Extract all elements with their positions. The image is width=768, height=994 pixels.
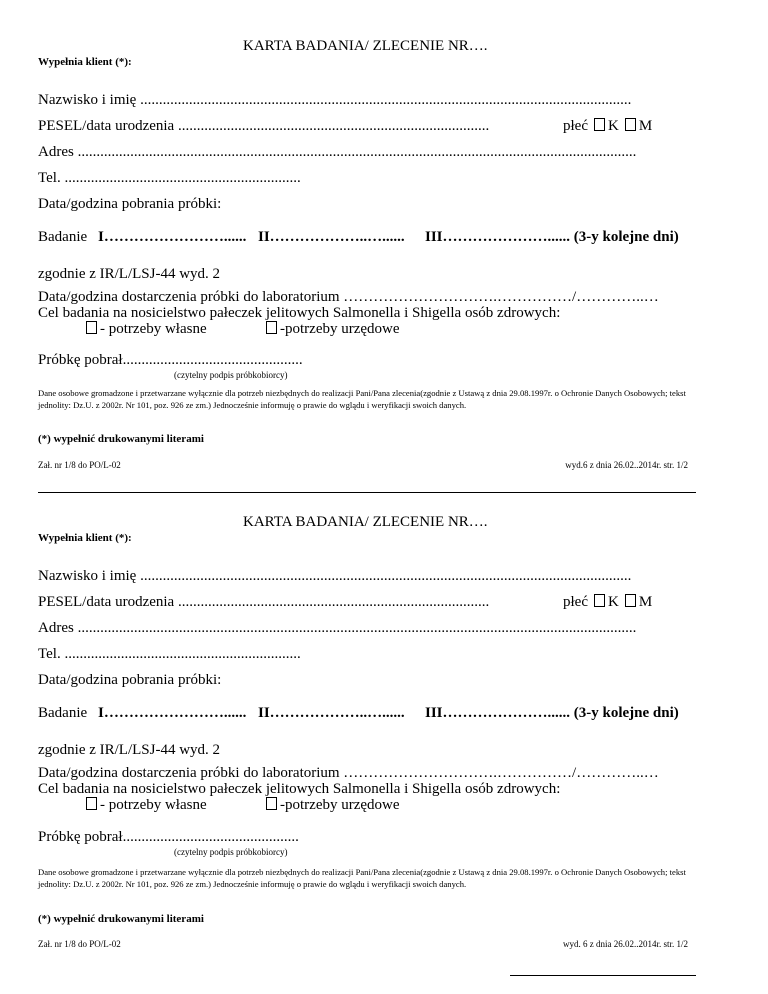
fill-instruction: (*) wypełnić drukowanymi literami xyxy=(38,433,204,445)
delivery-date-field[interactable]: Data/godzina dostarczenia próbki do laboratorium ………………………….……………/…………..… xyxy=(38,289,659,305)
purpose-official-checkbox[interactable] xyxy=(266,797,277,810)
test-label: Badanie xyxy=(38,229,88,245)
footer-edition: wyd.6 z dnia 26.02..2014r. str. 1/2 xyxy=(565,460,688,470)
procedure-ref: zgodnie z IR/L/LSJ-44 wyd. 2 xyxy=(38,742,221,758)
form-title: KARTA BADANIA/ ZLECENIE NR…. xyxy=(243,514,488,530)
test-days-row xyxy=(38,705,696,722)
delivery-date-field[interactable]: Data/godzina dostarczenia próbki do laboratorium ………………………….……………/…………..… xyxy=(38,765,659,781)
gender-label: płeć xyxy=(563,594,588,610)
pesel-field[interactable]: PESEL/data urodzenia ................................................................................... xyxy=(38,594,490,610)
pesel-field[interactable]: PESEL/data urodzenia ................................................................................... xyxy=(38,118,490,134)
purpose-official-option[interactable] xyxy=(266,321,400,338)
test-day-2-field[interactable]: II………………..…...... xyxy=(258,705,405,721)
purpose-own-label: - potrzeby własne xyxy=(100,797,207,813)
footer-edition: wyd. 6 z dnia 26.02..2014r. str. 1/2 xyxy=(563,939,688,949)
test-day-1-field[interactable]: I……………………...... xyxy=(98,705,247,721)
address-field[interactable]: Adres ..................................................................................................................................................... xyxy=(38,620,637,636)
gender-field xyxy=(563,118,652,135)
privacy-notice: Dane osobowe gromadzone i przetwarzane wyłącznie dla potrzeb niezbędnych do realizacji Pani/Pana zlecenia(zgodnie z Ustawą z dnia 29.08.1997r. o Ochronie Danych Osobowych; tekst jednolity: Dz.U. z 2002r. Nr 101, poz. 926 ze zm.) Jednocześnie informuję o prawie do wglądu i weryfikacji swoich danych. xyxy=(38,388,686,410)
client-note: Wypełnia klient (*): xyxy=(38,532,132,544)
procedure-ref: zgodnie z IR/L/LSJ-44 wyd. 2 xyxy=(38,266,221,282)
address-field[interactable]: Adres ..................................................................................................................................................... xyxy=(38,144,637,160)
fill-instruction: (*) wypełnić drukowanymi literami xyxy=(38,913,204,925)
gender-k-checkbox[interactable] xyxy=(594,594,605,607)
name-field[interactable]: Nazwisko i imię ................................................................................................................................... xyxy=(38,568,632,584)
test-day-3-field[interactable]: III…………………...... (3-y kolejne dni) xyxy=(425,705,679,721)
gender-field xyxy=(563,594,652,611)
privacy-notice: Dane osobowe gromadzone i przetwarzane wyłącznie dla potrzeb niezbędnych do realizacji Pani/Pana zlecenia(zgodnie z Ustawą z dnia 29.08.1997r. o Ochronie Danych Osobowych; tekst jednolity: Dz.U. z 2002r. Nr 101, poz. 926 ze zm.) Jednocześnie informuję o prawie do wglądu i weryfikacji swoich danych. xyxy=(38,867,686,889)
purpose-own-option[interactable] xyxy=(86,797,207,814)
footer-rule xyxy=(510,975,696,976)
gender-m-label: M xyxy=(638,594,653,610)
footer-attachment: Zał. nr 1/8 do PO/L-02 xyxy=(38,939,121,949)
sample-date-label: Data/godzina pobrania próbki: xyxy=(38,196,222,212)
collector-signature-note: (czytelny podpis próbkobiorcy) xyxy=(174,847,288,857)
test-day-1-field[interactable]: I……………………...... xyxy=(98,229,247,245)
purpose-official-checkbox[interactable] xyxy=(266,321,277,334)
client-note: Wypełnia klient (*): xyxy=(38,56,132,68)
gender-label: płeć xyxy=(563,118,588,134)
gender-k-label: K xyxy=(607,118,619,134)
footer-attachment: Zał. nr 1/8 do PO/L-02 xyxy=(38,460,121,470)
collector-signature-field[interactable]: Próbkę pobrał................................................ xyxy=(38,352,303,368)
form-title: KARTA BADANIA/ ZLECENIE NR…. xyxy=(243,38,488,54)
phone-field[interactable]: Tel. ............................................................... xyxy=(38,170,301,186)
purpose-official-label: -potrzeby urzędowe xyxy=(280,321,400,337)
gender-k-label: K xyxy=(607,594,619,610)
gender-m-label: M xyxy=(638,118,653,134)
gender-k-checkbox[interactable] xyxy=(594,118,605,131)
purpose-own-option[interactable] xyxy=(86,321,207,338)
test-label: Badanie xyxy=(38,705,88,721)
gender-m-checkbox[interactable] xyxy=(625,118,636,131)
purpose-official-option[interactable] xyxy=(266,797,400,814)
purpose-own-checkbox[interactable] xyxy=(86,797,97,810)
purpose-official-label: -potrzeby urzędowe xyxy=(280,797,400,813)
test-day-2-field[interactable]: II………………..…...... xyxy=(258,229,405,245)
separator-line xyxy=(38,492,696,493)
purpose-own-checkbox[interactable] xyxy=(86,321,97,334)
test-days-row xyxy=(38,229,696,246)
sample-date-label: Data/godzina pobrania próbki: xyxy=(38,672,222,688)
purpose-own-label: - potrzeby własne xyxy=(100,321,207,337)
collector-signature-field[interactable]: Próbkę pobrał............................................... xyxy=(38,829,299,845)
gender-m-checkbox[interactable] xyxy=(625,594,636,607)
purpose-label: Cel badania na nosicielstwo pałeczek jelitowych Salmonella i Shigella osób zdrowych: xyxy=(38,305,561,321)
collector-signature-note: (czytelny podpis próbkobiorcy) xyxy=(174,370,288,380)
test-day-3-field[interactable]: III…………………...... (3-y kolejne dni) xyxy=(425,229,679,245)
purpose-label: Cel badania na nosicielstwo pałeczek jelitowych Salmonella i Shigella osób zdrowych: xyxy=(38,781,561,797)
phone-field[interactable]: Tel. ............................................................... xyxy=(38,646,301,662)
name-field[interactable]: Nazwisko i imię ................................................................................................................................... xyxy=(38,92,632,108)
